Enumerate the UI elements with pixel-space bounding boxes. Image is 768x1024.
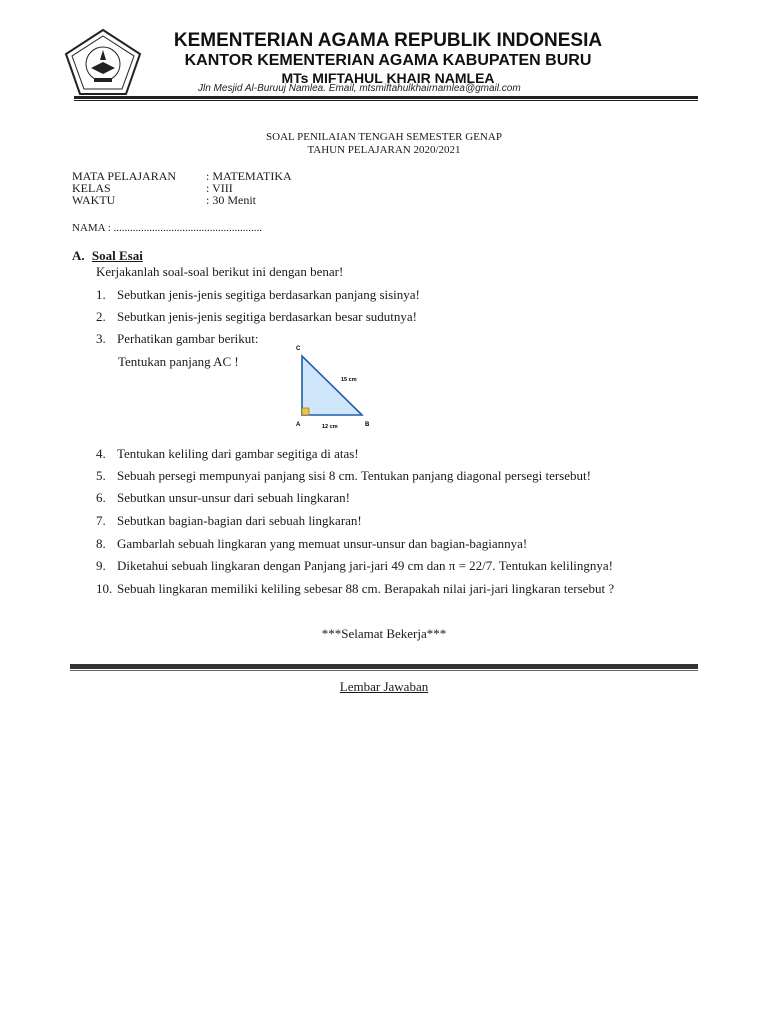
closing-text: ***Selamat Bekerja*** [321, 626, 447, 641]
question-number: 9. [96, 558, 106, 573]
school-address: Jln Mesjid Al-Buruuj Namlea. Email, mtsmiftahulkhairnamlea@gmail.com [198, 83, 521, 94]
section-heading [72, 248, 143, 264]
hypotenuse-label: 15 cm [341, 377, 357, 383]
right-triangle-figure [292, 342, 378, 432]
question-text: Diketahui sebuah lingkaran dengan Panjang jari-jari 49 cm dan π = 22/7. Tentukan kelilingnya! [117, 558, 614, 573]
question-item [96, 536, 527, 552]
question-text: Sebutkan bagian-bagian dari sebuah lingkaran! [117, 513, 362, 528]
section-title: Soal Esai [91, 248, 143, 263]
question-item [96, 581, 614, 597]
ministry-title: KEMENTERIAN AGAMA REPUBLIK INDONESIA [173, 30, 603, 51]
kemenag-logo-icon [64, 28, 142, 96]
right-angle-marker [302, 408, 309, 415]
vertex-a-label: A [296, 422, 301, 428]
info-value: : MATEMATIKA [206, 169, 292, 183]
vertex-b-label: B [365, 422, 370, 428]
question-text: Gambarlah sebuah lingkaran yang memuat unsur-unsur dan bagian-bagiannya! [117, 536, 528, 551]
info-value: : VIII [206, 181, 233, 195]
question-number: 10. [96, 581, 113, 596]
question-item [96, 513, 362, 529]
question-number: 8. [96, 536, 106, 551]
question-text: Sebuah lingkaran memiliki keliling sebesar 88 cm. Berapakah nilai jari-jari lingkaran tersebut ? [117, 581, 615, 596]
question-number: 4. [96, 446, 106, 461]
question-item [96, 468, 591, 484]
question-item [96, 446, 359, 462]
info-key: KELAS [72, 181, 111, 195]
school-name: MTs MIFTAHUL KHAIR NAMLEA [281, 70, 495, 86]
question-number: 1. [96, 287, 106, 302]
question-item [96, 287, 420, 303]
answer-divider-thin [70, 670, 698, 671]
exam-year: TAHUN PELAJARAN 2020/2021 [307, 144, 461, 156]
info-key: WAKTU [72, 193, 116, 207]
answer-sheet-heading: Lembar Jawaban [339, 679, 429, 694]
question-item [96, 309, 417, 325]
info-value: : 30 Menit [206, 193, 256, 207]
question-text: Sebutkan jenis-jenis segitiga berdasarkan panjang sisinya! [117, 287, 420, 302]
question-3-sub: Tentukan panjang AC ! [118, 354, 239, 369]
info-key: MATA PELAJARAN [72, 169, 177, 183]
section-instruction: Kerjakanlah soal-soal berikut ini dengan benar! [96, 264, 344, 279]
question-text: Sebutkan jenis-jenis segitiga berdasarkan besar sudutnya! [117, 309, 417, 324]
question-text: Sebuah persegi mempunyai panjang sisi 8 cm. Tentukan panjang diagonal persegi tersebut! [117, 468, 591, 483]
question-number: 6. [96, 490, 106, 505]
section-letter: A. [72, 248, 85, 263]
office-title: KANTOR KEMENTERIAN AGAMA KABUPATEN BURU [184, 52, 592, 69]
question-text: Sebutkan unsur-unsur dari sebuah lingkaran! [117, 490, 350, 505]
header-divider-thin [74, 100, 698, 101]
answer-divider [70, 664, 698, 669]
question-item [96, 331, 259, 347]
info-row [72, 194, 256, 206]
triangle-shape [302, 356, 362, 415]
question-number: 3. [96, 331, 106, 346]
base-label: 12 cm [322, 424, 338, 430]
question-number: 5. [96, 468, 106, 483]
header-divider [74, 96, 698, 99]
question-number: 7. [96, 513, 106, 528]
question-item [96, 490, 350, 506]
vertex-c-label: C [296, 346, 301, 352]
name-field-line: NAMA : ...................................................... [72, 222, 263, 234]
exam-title: SOAL PENILAIAN TENGAH SEMESTER GENAP [266, 131, 502, 143]
question-item [96, 558, 613, 574]
question-number: 2. [96, 309, 106, 324]
question-text: Tentukan keliling dari gambar segitiga di atas! [117, 446, 359, 461]
question-text: Perhatikan gambar berikut: [117, 331, 259, 346]
